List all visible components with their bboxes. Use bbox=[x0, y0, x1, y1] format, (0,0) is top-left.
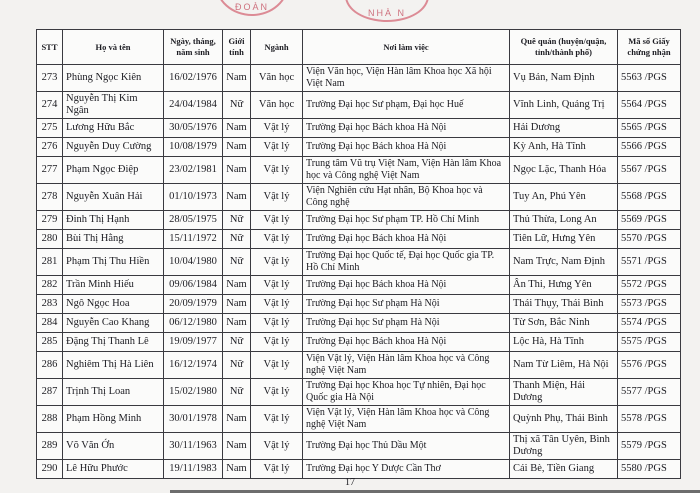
cell-stt: 275 bbox=[37, 119, 63, 138]
cell-gender: Nam bbox=[223, 406, 251, 433]
cell-name: Nguyễn Cao Khang bbox=[63, 314, 164, 333]
cell-name: Nguyễn Thị Kim Ngân bbox=[63, 92, 164, 119]
cell-name: Nghiêm Thị Hà Liên bbox=[63, 352, 164, 379]
cell-hometown: Nam Từ Liêm, Hà Nội bbox=[510, 352, 618, 379]
cell-gender: Nam bbox=[223, 433, 251, 460]
cell-hometown: Quỳnh Phụ, Thái Bình bbox=[510, 406, 618, 433]
cell-major: Vật lý bbox=[251, 379, 303, 406]
cell-major: Vật lý bbox=[251, 433, 303, 460]
cell-workplace: Trường Đại học Khoa học Tự nhiên, Đại học Quốc gia Hà Nội bbox=[303, 379, 510, 406]
cell-gender: Nữ bbox=[223, 352, 251, 379]
cell-stt: 274 bbox=[37, 92, 63, 119]
cell-stt: 276 bbox=[37, 138, 63, 157]
cell-gender: Nữ bbox=[223, 379, 251, 406]
cell-name: Đặng Thị Thanh Lê bbox=[63, 333, 164, 352]
cell-gender: Nữ bbox=[223, 92, 251, 119]
cell-stt: 288 bbox=[37, 406, 63, 433]
cell-workplace: Viện Nghiên cứu Hạt nhân, Bộ Khoa học và Công nghệ bbox=[303, 184, 510, 211]
cell-dob: 16/02/1976 bbox=[164, 65, 223, 92]
header-gender: Giới tính bbox=[223, 30, 251, 65]
cell-stt: 282 bbox=[37, 276, 63, 295]
table-row bbox=[37, 157, 681, 184]
cell-cert: 5573 /PGS bbox=[618, 295, 681, 314]
cell-workplace: Trường Đại học Bách khoa Hà Nội bbox=[303, 230, 510, 249]
cell-gender: Nam bbox=[223, 314, 251, 333]
cell-major: Vật lý bbox=[251, 249, 303, 276]
cell-hometown: Hải Dương bbox=[510, 119, 618, 138]
cell-hometown: Ân Thi, Hưng Yên bbox=[510, 276, 618, 295]
cell-gender: Nữ bbox=[223, 211, 251, 230]
cell-cert: 5578 /PGS bbox=[618, 406, 681, 433]
cell-stt: 281 bbox=[37, 249, 63, 276]
cell-cert: 5564 /PGS bbox=[618, 92, 681, 119]
cell-gender: Nữ bbox=[223, 333, 251, 352]
cell-dob: 09/06/1984 bbox=[164, 276, 223, 295]
cell-workplace: Trường Đại học Bách khoa Hà Nội bbox=[303, 333, 510, 352]
cell-major: Vật lý bbox=[251, 406, 303, 433]
cell-major: Vật lý bbox=[251, 295, 303, 314]
cell-gender: Nam bbox=[223, 460, 251, 479]
cell-cert: 5570 /PGS bbox=[618, 230, 681, 249]
table-header bbox=[37, 30, 681, 65]
seal-text: ĐOÀN bbox=[234, 2, 269, 12]
cell-major: Vật lý bbox=[251, 157, 303, 184]
cell-dob: 10/04/1980 bbox=[164, 249, 223, 276]
cell-major: Văn học bbox=[251, 92, 303, 119]
cell-workplace: Trường Đại học Bách khoa Hà Nội bbox=[303, 138, 510, 157]
cell-dob: 15/02/1980 bbox=[164, 379, 223, 406]
cell-hometown: Vĩnh Linh, Quảng Trị bbox=[510, 92, 618, 119]
cell-workplace: Viện Văn học, Viện Hàn lâm Khoa học Xã hội Việt Nam bbox=[303, 65, 510, 92]
cell-name: Trịnh Thị Loan bbox=[63, 379, 164, 406]
cell-gender: Nữ bbox=[223, 249, 251, 276]
cell-dob: 15/11/1972 bbox=[164, 230, 223, 249]
cell-dob: 30/01/1978 bbox=[164, 406, 223, 433]
table-row bbox=[37, 230, 681, 249]
cell-major: Vật lý bbox=[251, 119, 303, 138]
cell-dob: 30/11/1963 bbox=[164, 433, 223, 460]
header-cert: Mã số Giấy chứng nhận bbox=[618, 30, 681, 65]
cell-name: Đinh Thị Hạnh bbox=[63, 211, 164, 230]
header-stt: STT bbox=[37, 30, 63, 65]
cell-dob: 30/05/1976 bbox=[164, 119, 223, 138]
red-seal-stamp bbox=[215, 0, 289, 16]
cell-dob: 24/04/1984 bbox=[164, 92, 223, 119]
cell-name: Phạm Ngọc Điệp bbox=[63, 157, 164, 184]
cell-stt: 277 bbox=[37, 157, 63, 184]
cell-dob: 19/09/1977 bbox=[164, 333, 223, 352]
cell-dob: 28/05/1975 bbox=[164, 211, 223, 230]
cell-major: Vật lý bbox=[251, 138, 303, 157]
cell-major: Vật lý bbox=[251, 333, 303, 352]
cell-stt: 273 bbox=[37, 65, 63, 92]
cell-dob: 20/09/1979 bbox=[164, 295, 223, 314]
cell-cert: 5565 /PGS bbox=[618, 119, 681, 138]
cell-gender: Nam bbox=[223, 65, 251, 92]
cell-gender: Nam bbox=[223, 184, 251, 211]
cell-hometown: Cái Bè, Tiền Giang bbox=[510, 460, 618, 479]
cell-name: Phạm Hồng Minh bbox=[63, 406, 164, 433]
cell-workplace: Trường Đại học Thủ Dầu Một bbox=[303, 433, 510, 460]
cell-hometown: Thủ Thừa, Long An bbox=[510, 211, 618, 230]
cell-name: Lương Hữu Bắc bbox=[63, 119, 164, 138]
table-row bbox=[37, 295, 681, 314]
table-row bbox=[37, 333, 681, 352]
table-row bbox=[37, 406, 681, 433]
cell-stt: 279 bbox=[37, 211, 63, 230]
table-row bbox=[37, 433, 681, 460]
cell-hometown: Thái Thụy, Thái Bình bbox=[510, 295, 618, 314]
cell-major: Vật lý bbox=[251, 230, 303, 249]
cell-name: Bùi Thị Hằng bbox=[63, 230, 164, 249]
cell-cert: 5577 /PGS bbox=[618, 379, 681, 406]
seal-text: NHÀ N bbox=[367, 8, 406, 18]
table-row bbox=[37, 119, 681, 138]
cell-cert: 5572 /PGS bbox=[618, 276, 681, 295]
table-row bbox=[37, 92, 681, 119]
cell-name: Trần Minh Hiếu bbox=[63, 276, 164, 295]
cell-workplace: Trường Đại học Sư phạm TP. Hồ Chí Minh bbox=[303, 211, 510, 230]
cell-major: Vật lý bbox=[251, 352, 303, 379]
cell-gender: Nữ bbox=[223, 230, 251, 249]
table-row bbox=[37, 249, 681, 276]
cell-hometown: Kỳ Anh, Hà Tĩnh bbox=[510, 138, 618, 157]
cell-dob: 10/08/1979 bbox=[164, 138, 223, 157]
cell-workplace: Trường Đại học Sư phạm Hà Nội bbox=[303, 314, 510, 333]
table-row bbox=[37, 65, 681, 92]
table-row bbox=[37, 138, 681, 157]
cell-dob: 06/12/1980 bbox=[164, 314, 223, 333]
cell-cert: 5566 /PGS bbox=[618, 138, 681, 157]
cell-stt: 284 bbox=[37, 314, 63, 333]
cell-workplace: Trường Đại học Sư phạm Hà Nội bbox=[303, 295, 510, 314]
cell-major: Vật lý bbox=[251, 276, 303, 295]
cell-major: Vật lý bbox=[251, 460, 303, 479]
cell-gender: Nam bbox=[223, 157, 251, 184]
cell-stt: 287 bbox=[37, 379, 63, 406]
cell-gender: Nam bbox=[223, 119, 251, 138]
table-row bbox=[37, 211, 681, 230]
cell-cert: 5575 /PGS bbox=[618, 333, 681, 352]
cell-workplace: Trường Đại học Y Dược Cần Thơ bbox=[303, 460, 510, 479]
cell-gender: Nam bbox=[223, 295, 251, 314]
cell-cert: 5580 /PGS bbox=[618, 460, 681, 479]
cell-workplace: Trường Đại học Bách khoa Hà Nội bbox=[303, 119, 510, 138]
cell-gender: Nam bbox=[223, 276, 251, 295]
cell-workplace: Viện Vật lý, Viện Hàn lâm Khoa học và Công nghệ Việt Nam bbox=[303, 406, 510, 433]
table-row bbox=[37, 352, 681, 379]
cell-workplace: Trường Đại học Quốc tế, Đại học Quốc gia TP. Hồ Chí Minh bbox=[303, 249, 510, 276]
cell-stt: 278 bbox=[37, 184, 63, 211]
cell-name: Lê Hữu Phước bbox=[63, 460, 164, 479]
cell-dob: 01/10/1973 bbox=[164, 184, 223, 211]
cell-workplace: Trường Đại học Sư phạm, Đại học Huế bbox=[303, 92, 510, 119]
page-number: 17 bbox=[345, 477, 355, 488]
cell-hometown: Tuy An, Phú Yên bbox=[510, 184, 618, 211]
header-hometown: Quê quán (huyện/quận, tỉnh/thành phố) bbox=[510, 30, 618, 65]
header-dob: Ngày, tháng, năm sinh bbox=[164, 30, 223, 65]
cell-stt: 285 bbox=[37, 333, 63, 352]
cell-hometown: Từ Sơn, Bắc Ninh bbox=[510, 314, 618, 333]
cell-dob: 16/12/1974 bbox=[164, 352, 223, 379]
certificate-table bbox=[36, 29, 681, 479]
cell-hometown: Vụ Bản, Nam Định bbox=[510, 65, 618, 92]
cell-stt: 283 bbox=[37, 295, 63, 314]
cell-name: Nguyễn Duy Cường bbox=[63, 138, 164, 157]
cell-name: Võ Văn Ớn bbox=[63, 433, 164, 460]
cell-stt: 289 bbox=[37, 433, 63, 460]
cell-hometown: Thanh Miện, Hải Dương bbox=[510, 379, 618, 406]
cell-major: Vật lý bbox=[251, 314, 303, 333]
cell-cert: 5571 /PGS bbox=[618, 249, 681, 276]
cell-stt: 280 bbox=[37, 230, 63, 249]
cell-name: Phùng Ngọc Kiên bbox=[63, 65, 164, 92]
cell-cert: 5563 /PGS bbox=[618, 65, 681, 92]
cell-name: Nguyễn Xuân Hải bbox=[63, 184, 164, 211]
cell-cert: 5576 /PGS bbox=[618, 352, 681, 379]
cell-cert: 5568 /PGS bbox=[618, 184, 681, 211]
cell-cert: 5567 /PGS bbox=[618, 157, 681, 184]
cell-cert: 5574 /PGS bbox=[618, 314, 681, 333]
cell-dob: 23/02/1981 bbox=[164, 157, 223, 184]
cell-stt: 286 bbox=[37, 352, 63, 379]
cell-major: Văn học bbox=[251, 65, 303, 92]
cell-cert: 5579 /PGS bbox=[618, 433, 681, 460]
cell-cert: 5569 /PGS bbox=[618, 211, 681, 230]
cell-hometown: Thị xã Tân Uyên, Bình Dương bbox=[510, 433, 618, 460]
table-row bbox=[37, 314, 681, 333]
cell-hometown: Nam Trực, Nam Định bbox=[510, 249, 618, 276]
cell-workplace: Trường Đại học Bách khoa Hà Nội bbox=[303, 276, 510, 295]
table-row bbox=[37, 276, 681, 295]
header-workplace: Nơi làm việc bbox=[303, 30, 510, 65]
cell-hometown: Lộc Hà, Hà Tĩnh bbox=[510, 333, 618, 352]
cell-dob: 19/11/1983 bbox=[164, 460, 223, 479]
cell-workplace: Trung tâm Vũ trụ Việt Nam, Viện Hàn lâm Khoa học và Công nghệ Việt Nam bbox=[303, 157, 510, 184]
cell-major: Vật lý bbox=[251, 211, 303, 230]
cell-hometown: Tiên Lữ, Hưng Yên bbox=[510, 230, 618, 249]
header-major: Ngành bbox=[251, 30, 303, 65]
cell-workplace: Viện Vật lý, Viện Hàn lâm Khoa học và Công nghệ Việt Nam bbox=[303, 352, 510, 379]
cell-name: Ngô Ngọc Hoa bbox=[63, 295, 164, 314]
table-row bbox=[37, 379, 681, 406]
red-seal-stamp bbox=[345, 0, 429, 22]
header-name: Họ và tên bbox=[63, 30, 164, 65]
table-row bbox=[37, 460, 681, 479]
cell-name: Phạm Thị Thu Hiền bbox=[63, 249, 164, 276]
cell-major: Vật lý bbox=[251, 184, 303, 211]
cell-hometown: Ngọc Lặc, Thanh Hóa bbox=[510, 157, 618, 184]
cell-stt: 290 bbox=[37, 460, 63, 479]
table-row bbox=[37, 184, 681, 211]
cell-gender: Nam bbox=[223, 138, 251, 157]
